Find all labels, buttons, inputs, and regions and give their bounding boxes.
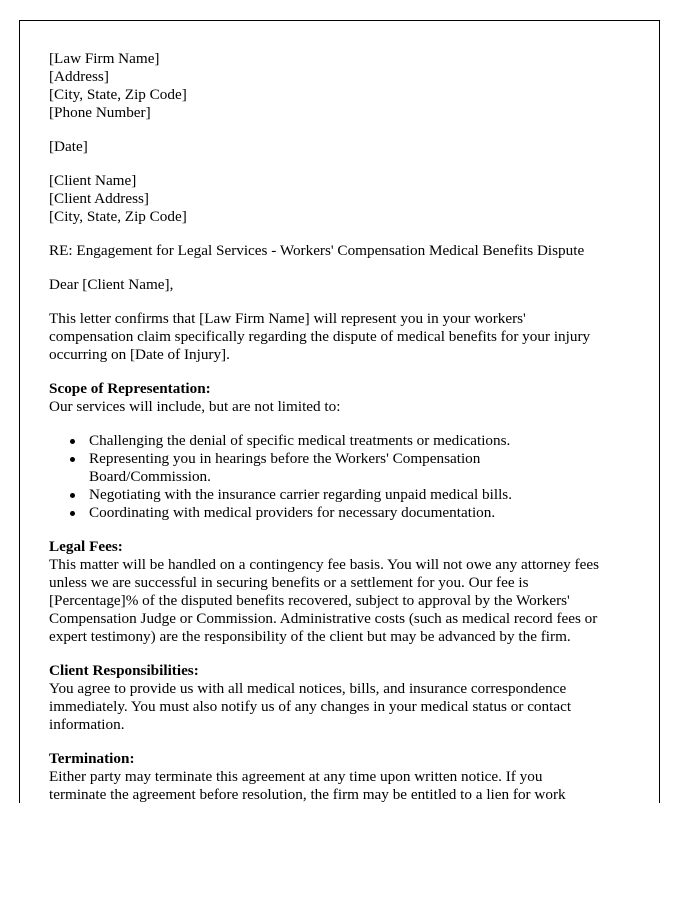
letter-page xyxy=(19,20,660,803)
salutation-block xyxy=(49,276,634,294)
firm-name: [Law Firm Name] xyxy=(49,50,160,67)
fees-line: [Percentage]% of the disputed benefits recovered, subject to approval by the Workers' xyxy=(49,592,570,609)
list-item-text: Challenging the denial of specific medical treatments or medications. xyxy=(89,432,511,449)
bullet-icon xyxy=(70,511,75,516)
firm-info xyxy=(49,50,634,122)
list-item xyxy=(89,486,634,504)
scope-list xyxy=(49,432,634,522)
scope-lead: Our services will include, but are not limited to: xyxy=(49,398,341,415)
fees-line: expert testimony) are the responsibility of the client but may be advanced by the firm. xyxy=(49,628,571,645)
firm-city-state-zip: [City, State, Zip Code] xyxy=(49,86,187,103)
termination-heading: Termination: xyxy=(49,750,135,767)
intro-line: occurring on [Date of Injury]. xyxy=(49,346,230,363)
intro-line: This letter confirms that [Law Firm Name] will represent you in your workers' xyxy=(49,310,526,327)
list-item xyxy=(89,450,634,486)
list-item-text: Representing you in hearings before the Workers' Compensation xyxy=(89,450,481,467)
bullet-icon xyxy=(70,493,75,498)
client-city-state-zip: [City, State, Zip Code] xyxy=(49,208,187,225)
fees-line: unless we are successful in securing benefits or a settlement for you. Our fee is xyxy=(49,574,529,591)
list-item-text: Coordinating with medical providers for necessary documentation. xyxy=(89,504,496,521)
fees-heading: Legal Fees: xyxy=(49,538,123,555)
firm-phone: [Phone Number] xyxy=(49,104,151,121)
list-item-text: Board/Commission. xyxy=(89,468,211,485)
client-info xyxy=(49,172,634,226)
letter-date-block xyxy=(49,138,634,156)
subject-line: RE: Engagement for Legal Services - Workers' Compensation Medical Benefits Dispute xyxy=(49,242,585,259)
fees-line: This matter will be handled on a contingency fee basis. You will not owe any attorney fees xyxy=(49,556,599,573)
responsibilities-line: immediately. You must also notify us of any changes in your medical status or contact xyxy=(49,698,572,715)
client-name: [Client Name] xyxy=(49,172,137,189)
intro-paragraph xyxy=(49,310,634,364)
scope-section xyxy=(49,380,634,522)
responsibilities-section xyxy=(49,662,634,734)
firm-address: [Address] xyxy=(49,68,109,85)
fees-section xyxy=(49,538,634,646)
subject-block xyxy=(49,242,634,260)
termination-line: Either party may terminate this agreement at any time upon written notice. If you xyxy=(49,768,543,785)
letter-content xyxy=(49,50,634,803)
scope-heading: Scope of Representation: xyxy=(49,380,211,397)
responsibilities-line: You agree to provide us with all medical notices, bills, and insurance correspondence xyxy=(49,680,567,697)
letter-date: [Date] xyxy=(49,138,88,155)
list-item-text: Negotiating with the insurance carrier regarding unpaid medical bills. xyxy=(89,486,512,503)
bullet-icon xyxy=(70,457,75,462)
fees-line: Compensation Judge or Commission. Administrative costs (such as medical record fees or xyxy=(49,610,598,627)
client-address: [Client Address] xyxy=(49,190,149,207)
termination-line: terminate the agreement before resolution, the firm may be entitled to a lien for work xyxy=(49,786,566,803)
bullet-icon xyxy=(70,439,75,444)
list-item xyxy=(89,432,634,450)
responsibilities-heading: Client Responsibilities: xyxy=(49,662,199,679)
salutation: Dear [Client Name], xyxy=(49,276,174,293)
list-item xyxy=(89,504,634,522)
responsibilities-line: information. xyxy=(49,716,125,733)
intro-line: compensation claim specifically regarding the dispute of medical benefits for your injury xyxy=(49,328,591,345)
termination-section xyxy=(49,750,634,803)
